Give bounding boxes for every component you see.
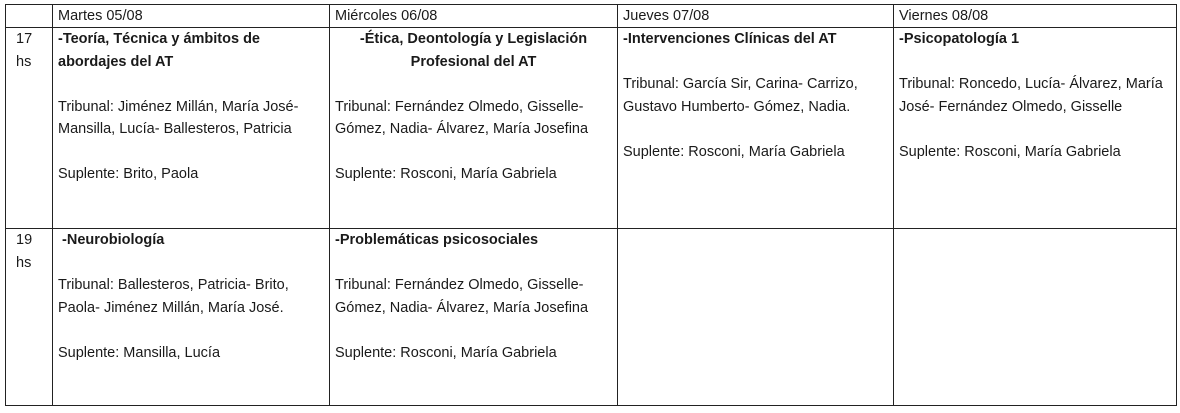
time-cell: [6, 28, 53, 229]
empty-cell: [894, 229, 1177, 406]
exam-cell: [330, 229, 618, 406]
tribunal-text: Tribunal: Fernández Olmedo, Gisselle- Gómez, Nadia- Álvarez, María Josefina: [335, 98, 589, 137]
tribunal-text: Tribunal: Jiménez Millán, María José- Mansilla, Lucía- Ballesteros, Patricia: [58, 98, 299, 137]
subject-title: -Intervenciones Clínicas del AT: [623, 31, 837, 47]
corner-cell: [6, 5, 53, 28]
suplente-text: Suplente: Mansilla, Lucía: [58, 344, 221, 361]
time-hour: 19: [16, 232, 33, 248]
subject-title: -Problemáticas psicosociales: [335, 232, 539, 248]
suplente-text: Suplente: Rosconi, María Gabriela: [335, 344, 557, 361]
row-19hs: [6, 229, 1177, 406]
time-hour: 17: [16, 31, 33, 47]
suplente-text: Suplente: Rosconi, María Gabriela: [899, 143, 1121, 160]
time-cell: [6, 229, 53, 406]
empty-cell: [618, 229, 894, 406]
tribunal-text: Tribunal: Ballesteros, Patricia- Brito, Paola- Jiménez Millán, María José.: [58, 277, 289, 316]
tribunal-text: Tribunal: García Sir, Carina- Carrizo, Gustavo Humberto- Gómez, Nadia.: [623, 76, 858, 115]
row-17hs: [6, 28, 1177, 229]
subject-title: -Neurobiología: [58, 232, 165, 248]
header-row: [6, 5, 1177, 28]
time-unit: hs: [16, 254, 32, 271]
exam-cell: [618, 28, 894, 229]
suplente-text: Suplente: Rosconi, María Gabriela: [623, 143, 845, 160]
tribunal-text: Tribunal: Roncedo, Lucía- Álvarez, María José- Fernández Olmedo, Gisselle: [899, 76, 1163, 115]
suplente-text: Suplente: Rosconi, María Gabriela: [335, 166, 557, 182]
tribunal-text: Tribunal: Fernández Olmedo, Gisselle- Gómez, Nadia- Álvarez, María Josefina: [335, 277, 589, 316]
day-header-wednesday: Miércoles 06/08: [330, 5, 618, 28]
exam-cell: [53, 28, 330, 229]
schedule-table: [5, 4, 1177, 406]
exam-cell: [330, 28, 618, 229]
subject-title: -Psicopatología 1: [899, 31, 1020, 47]
day-header-tuesday: Martes 05/08: [53, 5, 330, 28]
day-header-friday: Viernes 08/08: [894, 5, 1177, 28]
day-header-thursday: Jueves 07/08: [618, 5, 894, 28]
time-unit: hs: [16, 53, 32, 70]
exam-cell: [894, 28, 1177, 229]
exam-cell: [53, 229, 330, 406]
suplente-text: Suplente: Brito, Paola: [58, 166, 199, 182]
subject-title: -Teoría, Técnica y ámbitos de abordajes del AT: [58, 31, 260, 70]
subject-title: -Ética, Deontología y Legislación Profesional del AT: [359, 31, 588, 70]
